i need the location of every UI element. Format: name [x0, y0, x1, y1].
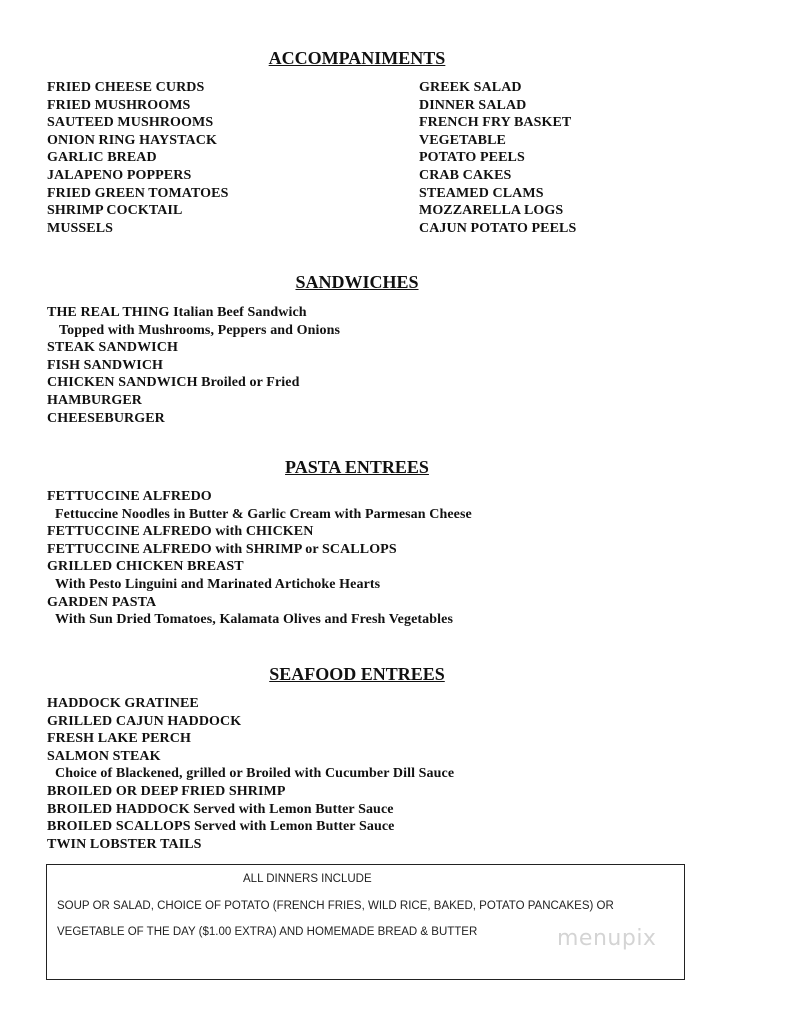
- menu-item: FETTUCCINE ALFREDO with CHICKEN: [47, 524, 314, 540]
- menu-item: POTATO PEELS: [419, 150, 525, 166]
- seafood-list: [47, 695, 454, 853]
- accompaniments-heading: ACCOMPANIMENTS: [268, 48, 446, 68]
- menu-item: MUSSELS: [47, 220, 114, 236]
- menu-item: BROILED HADDOCK Served with Lemon Butter Sauce: [47, 801, 394, 817]
- menu-item: HAMBURGER: [47, 392, 143, 408]
- menu-item: GARDEN PASTA: [47, 594, 157, 610]
- menu-item-description: Choice of Blackened, grilled or Broiled with Cucumber Dill Sauce: [55, 766, 455, 782]
- menu-item: TWIN LOBSTER TAILS: [47, 836, 202, 852]
- menu-item-description: With Pesto Linguini and Marinated Artichoke Hearts: [55, 576, 381, 592]
- menu-item: SAUTEED MUSHROOMS: [47, 115, 214, 131]
- menu-item: GRILLED CAJUN HADDOCK: [47, 713, 242, 729]
- menu-item-description: Fettuccine Noodles in Butter & Garlic Cream with Parmesan Cheese: [55, 506, 472, 522]
- menu-item: STEAK SANDWICH: [47, 340, 178, 356]
- menu-item: HADDOCK GRATINEE: [47, 696, 199, 711]
- menupix-watermark: menupix: [557, 926, 657, 951]
- menu-item: SALMON STEAK: [47, 748, 161, 764]
- menu-item: VEGETABLE: [419, 132, 506, 148]
- menu-item: CAJUN POTATO PEELS: [419, 220, 577, 236]
- sandwiches-heading: SANDWICHES: [295, 272, 419, 292]
- menu-item: FRIED GREEN TOMATOES: [47, 185, 229, 201]
- menu-item: FETTUCCINE ALFREDO with SHRIMP or SCALLOPS: [47, 541, 397, 557]
- menu-item: STEAMED CLAMS: [419, 185, 544, 201]
- accompaniments-right-list: [419, 79, 576, 237]
- seafood-heading: SEAFOOD ENTREES: [269, 664, 445, 684]
- dinners-include-line: VEGETABLE OF THE DAY ($1.00 EXTRA) AND HOMEMADE BREAD & BUTTER: [57, 926, 478, 938]
- menu-item: CRAB CAKES: [419, 167, 512, 183]
- menu-item: BROILED SCALLOPS Served with Lemon Butter Sauce: [47, 819, 395, 835]
- menu-item: THE REAL THING Italian Beef Sandwich: [47, 305, 307, 320]
- menu-item: CHEESEBURGER: [47, 410, 165, 426]
- menu-item: GRILLED CHICKEN BREAST: [47, 559, 244, 575]
- dinners-include-line: SOUP OR SALAD, CHOICE OF POTATO (FRENCH FRIES, WILD RICE, BAKED, POTATO PANCAKES) OR: [57, 900, 614, 912]
- menu-item: FRESH LAKE PERCH: [47, 731, 191, 747]
- menu-item: FISH SANDWICH: [47, 357, 164, 373]
- sandwiches-list: [47, 304, 340, 427]
- menu-item: FETTUCCINE ALFREDO: [47, 489, 212, 504]
- menu-item: ONION RING HAYSTACK: [47, 132, 217, 148]
- dinners-include-box: [46, 864, 685, 980]
- menu-item-description: With Sun Dried Tomatoes, Kalamata Olives and Fresh Vegetables: [55, 612, 454, 628]
- menu-item: GARLIC BREAD: [47, 150, 157, 166]
- menu-item-description: Topped with Mushrooms, Peppers and Onions: [59, 322, 341, 338]
- menu-item: BROILED OR DEEP FRIED SHRIMP: [47, 783, 286, 799]
- menu-item: FRIED CHEESE CURDS: [47, 80, 205, 95]
- menu-item: FRENCH FRY BASKET: [419, 115, 572, 131]
- menu-item: JALAPENO POPPERS: [47, 167, 192, 183]
- menu-item: GREEK SALAD: [419, 80, 522, 95]
- pasta-list: [47, 488, 472, 629]
- menu-item: FRIED MUSHROOMS: [47, 97, 191, 113]
- pasta-heading: PASTA ENTREES: [285, 457, 429, 477]
- menu-item: DINNER SALAD: [419, 97, 527, 113]
- menu-item: CHICKEN SANDWICH Broiled or Fried: [47, 375, 300, 391]
- dinners-include-title: ALL DINNERS INCLUDE: [243, 873, 372, 885]
- accompaniments-left-list: [47, 79, 228, 237]
- menu-item: MOZZARELLA LOGS: [419, 203, 564, 219]
- menu-item: SHRIMP COCKTAIL: [47, 203, 183, 219]
